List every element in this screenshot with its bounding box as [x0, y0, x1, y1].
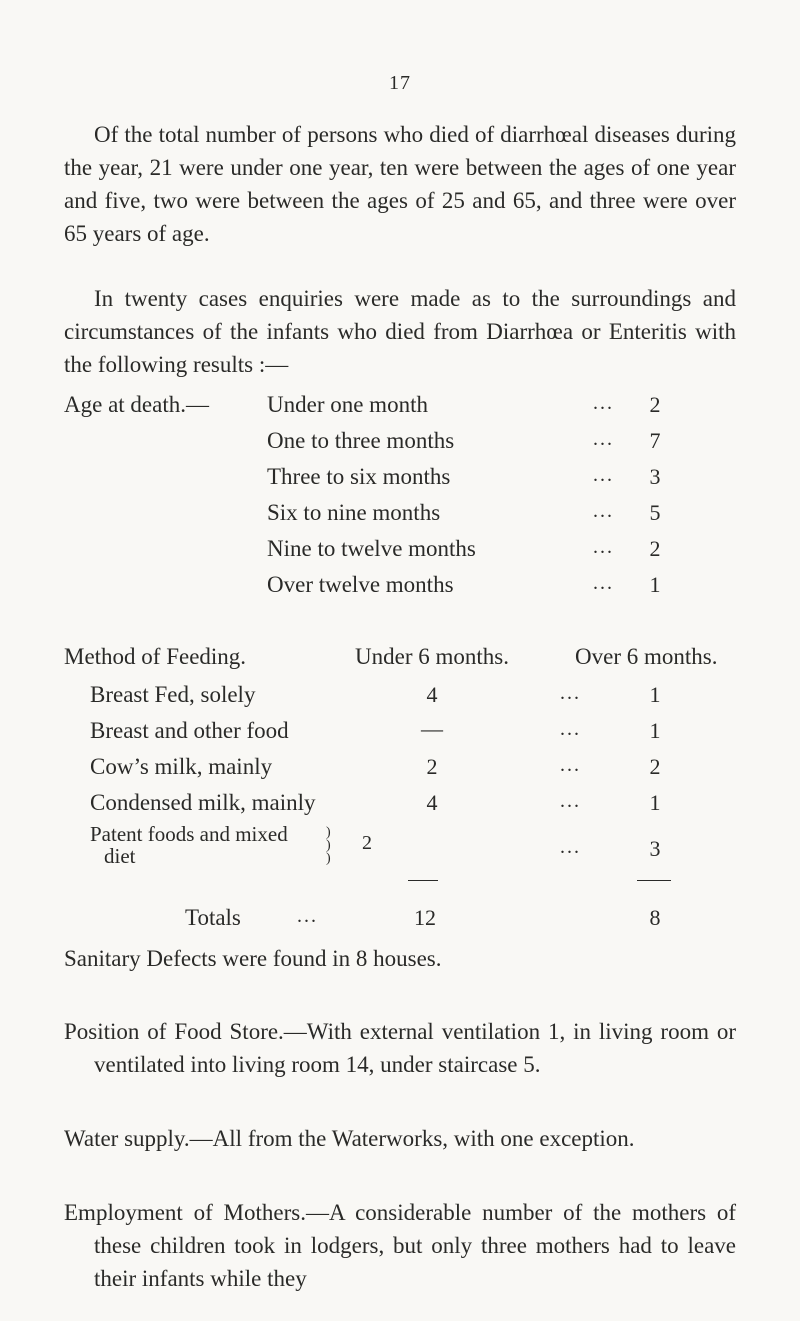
totals-under: 12	[414, 905, 436, 930]
leader-dots: ...	[560, 836, 581, 858]
age-row-label: Nine to twelve months	[267, 536, 476, 561]
page-number: 17	[389, 72, 411, 94]
leader-dots: ...	[593, 500, 614, 522]
feeding-row-over: 3	[649, 836, 661, 861]
feeding-row-over: 2	[649, 754, 661, 779]
feeding-row-under: 2	[426, 754, 438, 779]
feeding-row-over: 1	[649, 682, 661, 707]
leader-dots: ...	[593, 392, 614, 414]
feeding-row-under: —	[421, 716, 443, 741]
paragraph-water-supply: Water supply.—All from the Waterworks, with one exception.	[64, 1126, 635, 1151]
leader-dots: ...	[593, 572, 614, 594]
leader-dots: ...	[560, 718, 581, 740]
bracket-brace: ) ) )	[326, 825, 331, 866]
age-row-value: 7	[649, 428, 661, 453]
totals-label: Totals	[185, 905, 241, 930]
feeding-row-label: Breast Fed, solely	[90, 682, 256, 707]
age-row-label: One to three months	[267, 428, 455, 453]
feeding-row-under: 4	[426, 682, 438, 707]
sum-rule-under	[408, 880, 438, 881]
feeding-col-over-6: Over 6 months.	[575, 644, 718, 669]
feeding-col-under-6: Under 6 months.	[355, 644, 509, 669]
paragraph-food-store: Position of Food Store.—With external ventilation 1, in living room or ventilated into living room 14, under staircase 5.	[64, 1019, 736, 1077]
feeding-row-under: 4	[426, 790, 438, 815]
leader-dots: ...	[593, 464, 614, 486]
age-row-value: 1	[649, 572, 661, 597]
leader-dots: ...	[560, 682, 581, 704]
feeding-row-label-continued: diet	[104, 844, 136, 868]
leader-dots: ...	[593, 428, 614, 450]
paragraph-sanitary-defects: Sanitary Defects were found in 8 houses.	[64, 946, 442, 971]
feeding-row-over: 1	[649, 718, 661, 743]
leader-dots: ...	[297, 905, 318, 927]
leader-dots: ...	[560, 754, 581, 776]
age-table-prefix: Age at death.—	[64, 392, 209, 417]
age-row-label: Three to six months	[267, 464, 451, 489]
age-row-label: Under one month	[267, 392, 428, 417]
paragraph-employment-of-mothers: Employment of Mothers.—A considerable number of the mothers of these children took in lodgers, but only three mothers had to leave their infants while they	[64, 1200, 736, 1291]
feeding-row-label: Breast and other food	[90, 718, 289, 743]
sum-rule-over	[637, 880, 671, 881]
feeding-row-label: Condensed milk, mainly	[90, 790, 316, 815]
paragraph-enquiries: In twenty cases enquiries were made as to the surroundings and circumstances of the infants who died from Diarrhœa or Enteritis with the following results :—	[64, 286, 736, 377]
age-row-label: Over twelve months	[267, 572, 454, 597]
feeding-row-under: 2	[362, 832, 372, 854]
age-row-value: 5	[649, 500, 661, 525]
feeding-row-over: 1	[649, 790, 661, 815]
leader-dots: ...	[560, 790, 581, 812]
age-row-label: Six to nine months	[267, 500, 441, 525]
feeding-row-label: Patent foods and mixed	[90, 822, 288, 846]
totals-over: 8	[649, 905, 661, 930]
age-row-value: 2	[649, 536, 661, 561]
feeding-table-title: Method of Feeding.	[64, 644, 247, 669]
leader-dots: ...	[593, 536, 614, 558]
paragraph-diarrhoeal-deaths: Of the total number of persons who died of diarrhœal diseases during the year, 21 were under one year, ten were between the ages of one year and five, two were between the ages of 25 and 65, and three were over 65 years of age.	[64, 122, 736, 246]
age-row-value: 2	[649, 392, 661, 417]
feeding-row-label: Cow’s milk, mainly	[90, 754, 273, 779]
age-row-value: 3	[649, 464, 661, 489]
